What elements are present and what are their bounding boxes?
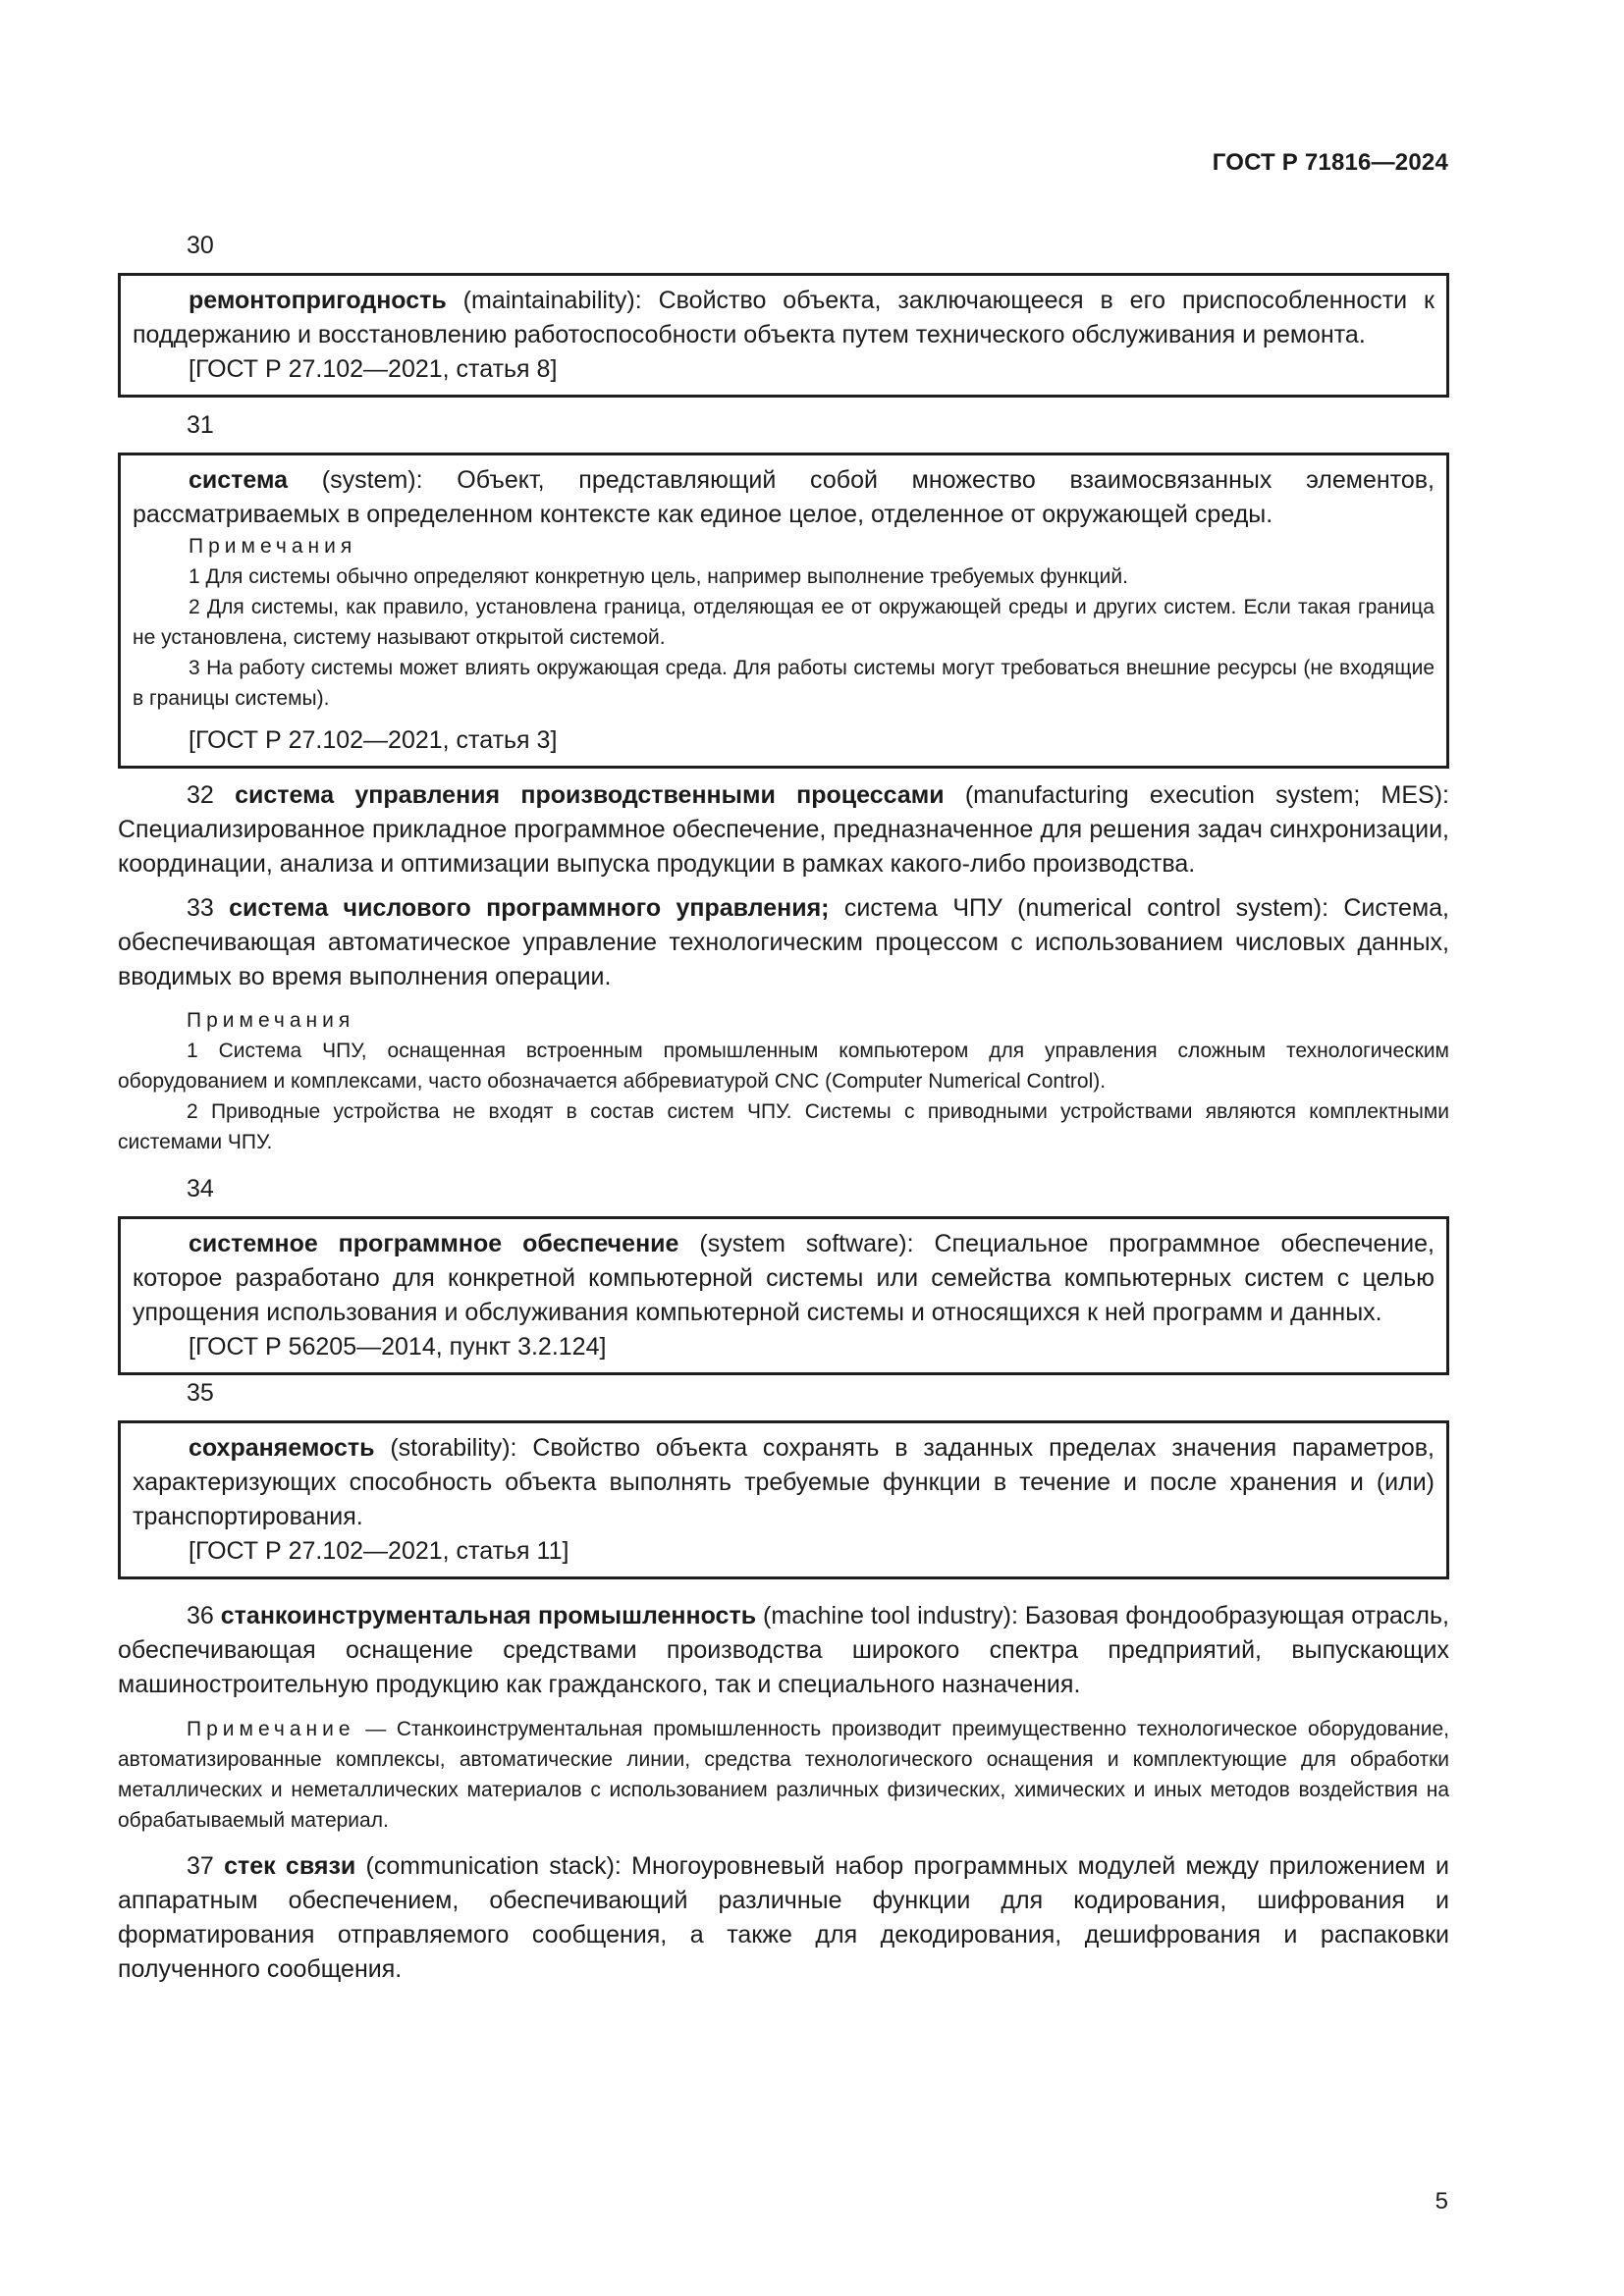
- term-definition: [133, 1227, 1435, 1330]
- term-box: [118, 453, 1449, 769]
- entry-number: 35: [187, 1379, 214, 1407]
- entry-number: 34: [187, 1175, 214, 1202]
- term: системное программное обеспечение: [189, 1230, 679, 1257]
- term-definition: [133, 1431, 1435, 1534]
- term: станкоинструментальная промышленность: [220, 1602, 757, 1629]
- entry-number: 31: [187, 411, 214, 439]
- term-source: [ГОСТ Р 27.102—2021, статья 11]: [189, 1537, 569, 1565]
- term-entry: [118, 891, 1449, 994]
- entry-number: 36: [187, 1602, 214, 1629]
- term: ремонтопригодность: [189, 287, 447, 314]
- definition: (maintainability): Свойство объекта, заключающееся в его приспособленности к поддержанию и восстановлению работоспособности объекта путем технического обслуживания и ремонта.: [133, 287, 1435, 348]
- term-box: [118, 1420, 1449, 1579]
- page-content: [118, 228, 1449, 1987]
- term-entry: [118, 1849, 1449, 1987]
- term-definition: [133, 284, 1435, 352]
- term-box: [118, 1216, 1449, 1375]
- entry-number: 37: [187, 1852, 214, 1880]
- definition: (system): Объект, представляющий собой множество взаимосвязанных элементов, рассматриваемых в определенном контексте как единое целое, отделенное от окружающей среды.: [133, 466, 1435, 528]
- term-box: [118, 273, 1449, 398]
- notes-title: Примечания: [189, 535, 357, 558]
- entry-number: 32: [187, 781, 214, 809]
- term-entry: [118, 1599, 1449, 1702]
- notes-block: [118, 1714, 1449, 1836]
- standard-code: ГОСТ Р 71816—2024: [1212, 149, 1448, 176]
- definition: (system software): Специальное программное обеспечение, которое разработано для конкретной компьютерной системы или семейства компьютерных систем с целью упрощения использования и обслуживания компьютерной системы и относящихся к ней программ и данных.: [133, 1230, 1435, 1326]
- note: 3 На работу системы может влиять окружающая среда. Для работы системы могут требоваться внешние ресурсы (не входящие в границы системы).: [133, 657, 1435, 710]
- term-entry: [118, 778, 1449, 881]
- term: система: [189, 466, 289, 494]
- note: 1 Система ЧПУ, оснащенная встроенным промышленным компьютером для управления сложным технологическим оборудованием и комплексами, часто обозначается аббревиатурой CNC (Computer Numerical Control).: [118, 1040, 1449, 1093]
- term: стек связи: [224, 1852, 356, 1880]
- note: 2 Приводные устройства не входят в состав систем ЧПУ. Системы с приводными устройствами являются комплектными системами ЧПУ.: [118, 1100, 1449, 1153]
- definition: (manufacturing execution system; MES): Специализированное прикладное программное обеспечение, предназначенное для решения задач синхронизации, координации, анализа и оптимизации выпуска продукции в рамках какого-либо производства.: [118, 781, 1449, 878]
- notes-title: Примечания: [187, 1009, 355, 1032]
- note-label: Примечание: [187, 1718, 355, 1740]
- definition: (communication stack): Многоуровневый набор программных модулей между приложением и аппаратным обеспечением, обеспечивающий различные функции для кодирования, шифрования и форматирования отправляемого сообщения, а также для декодирования, дешифрования и распаковки полученного сообщения.: [118, 1852, 1449, 1983]
- term-source: [ГОСТ Р 27.102—2021, статья 3]: [189, 726, 558, 754]
- note: 1 Для системы обычно определяют конкретную цель, например выполнение требуемых функций.: [189, 565, 1128, 588]
- term-source: [ГОСТ Р 56205—2014, пункт 3.2.124]: [189, 1333, 607, 1361]
- term-definition: [133, 463, 1435, 532]
- definition: (machine tool industry): Базовая фондообразующая отрасль, обеспечивающая оснащение средствами производства широкого спектра предприятий, выпускающих машиностроительную продукцию как гражданского, так и специального назначения.: [118, 1602, 1449, 1698]
- term: система управления производственными процессами: [235, 781, 945, 809]
- definition: система ЧПУ (numerical control system): Система, обеспечивающая автоматическое управление технологическим процессом с использованием числовых данных, вводимых во время выполнения операции.: [118, 894, 1449, 990]
- definition: (storability): Свойство объекта сохранять в заданных пределах значения параметров, характеризующих способность объекта выполнять требуемые функции в течение и после хранения и (или) транспортирования.: [133, 1434, 1435, 1530]
- note-text: — Станкоинструментальная промышленность производит преимущественно технологическое оборудование, автоматизированные комплексы, автоматические линии, средства технологического оснащения и комплектующие для обработки металлических и неметаллических материалов с использованием различных физических, химических и иных методов воздействия на обрабатываемый материал.: [118, 1718, 1449, 1832]
- page-number: 5: [1435, 2188, 1448, 2215]
- term-source: [ГОСТ Р 27.102—2021, статья 8]: [189, 355, 558, 383]
- term: сохраняемость: [189, 1434, 375, 1462]
- note: [118, 1714, 1449, 1836]
- entry-number: 33: [187, 894, 214, 922]
- entry-number: 30: [187, 232, 214, 259]
- notes-block: [118, 1006, 1449, 1157]
- note: 2 Для системы, как правило, установлена граница, отделяющая ее от окружающей среды и других систем. Если такая граница не установлена, систему называют открытой системой.: [133, 596, 1435, 649]
- term: система числового программного управления;: [229, 894, 830, 922]
